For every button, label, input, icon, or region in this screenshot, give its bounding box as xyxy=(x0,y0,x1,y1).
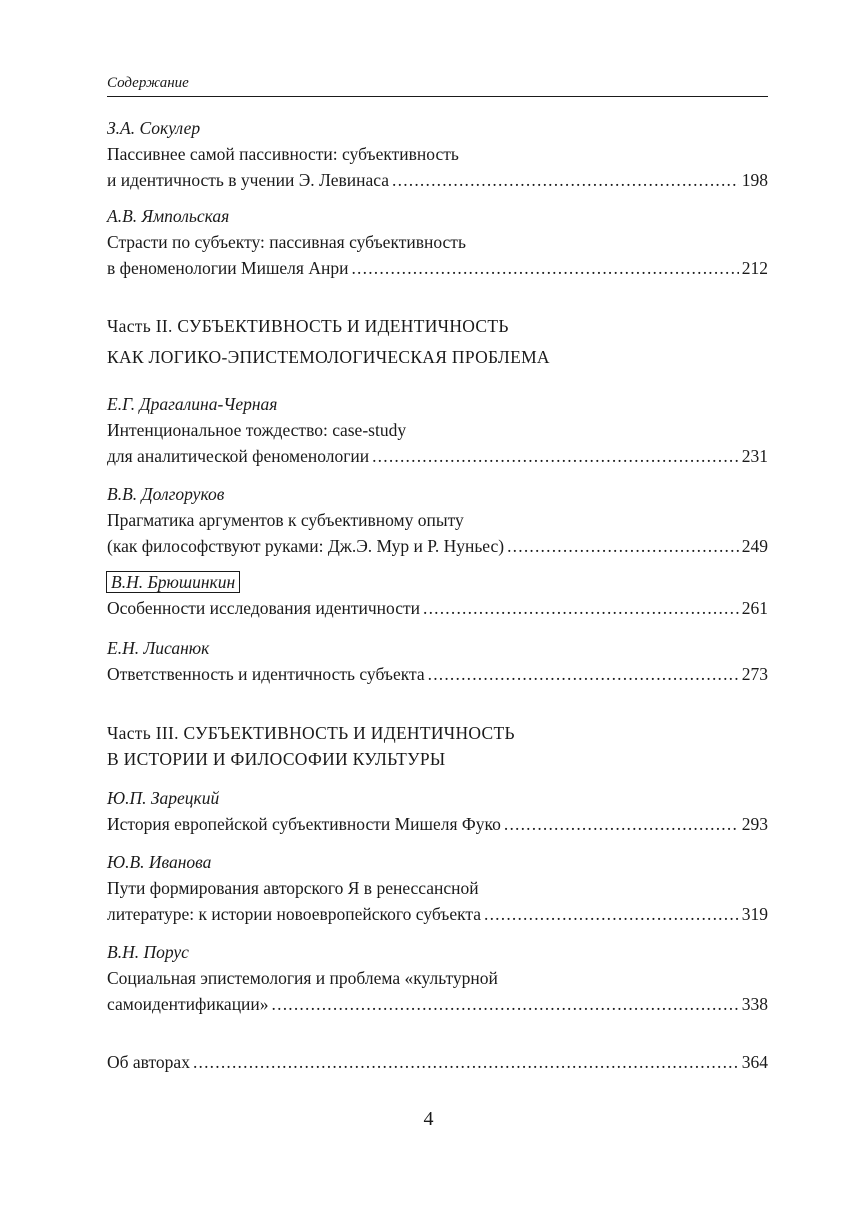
entry-author xyxy=(107,569,768,595)
entry-page-number: 293 xyxy=(741,814,768,834)
entry-page-number: 198 xyxy=(741,170,768,190)
toc-entry-zaretsky[interactable] xyxy=(107,785,768,837)
entry-page-number: 231 xyxy=(741,446,768,466)
dot-leader xyxy=(392,167,739,193)
entry-title-last-line xyxy=(107,255,768,281)
entry-page-number: 261 xyxy=(741,598,768,618)
entry-title-last-line xyxy=(107,661,768,687)
entry-title-line: Прагматика аргументов к субъективному опыту xyxy=(107,510,464,530)
toc-entry-about-authors[interactable] xyxy=(107,1049,768,1075)
entry-title-line: Пути формирования авторского Я в ренессансной xyxy=(107,878,479,898)
dot-leader xyxy=(193,1049,739,1075)
dot-leader xyxy=(507,533,739,559)
dot-leader xyxy=(351,255,738,281)
entry-author: Ю.В. Иванова xyxy=(107,852,212,872)
part-heading-line: Часть III. СУБЪЕКТИВНОСТЬ И ИДЕНТИЧНОСТЬ xyxy=(107,723,515,743)
entry-title-last-line xyxy=(107,1049,768,1075)
entry-title-line: Страсти по субъекту: пассивная субъективность xyxy=(107,232,466,252)
part-heading-line: Часть II. СУБЪЕКТИВНОСТЬ И ИДЕНТИЧНОСТЬ xyxy=(107,316,509,336)
entry-title-end: Ответственность и идентичность субъекта xyxy=(107,664,425,684)
entry-author: В.В. Долгоруков xyxy=(107,484,225,504)
toc-entry-lisanyuk[interactable] xyxy=(107,635,768,687)
toc-entry-yampolskaya[interactable] xyxy=(107,203,768,281)
running-head: Содержание xyxy=(107,75,189,91)
toc-entry-dragalina[interactable] xyxy=(107,391,768,469)
part-3-heading xyxy=(107,720,768,772)
entry-author: Е.Н. Лисанюк xyxy=(107,638,210,658)
part-heading-line: В ИСТОРИИ И ФИЛОСОФИИ КУЛЬТУРЫ xyxy=(107,749,446,769)
header-rule xyxy=(107,96,768,97)
entry-title-end: (как философствуют руками: Дж.Э. Мур и Р. Нуньес) xyxy=(107,536,505,556)
entry-title-end: Об авторах xyxy=(107,1052,190,1072)
entry-title-last-line xyxy=(107,533,768,559)
entry-page-number: 338 xyxy=(741,994,768,1014)
entry-author: В.Н. Порус xyxy=(107,942,189,962)
highlighted-author[interactable]: В.Н. Брюшинкин xyxy=(106,571,240,593)
entry-author: Ю.П. Зарецкий xyxy=(107,788,220,808)
dot-leader xyxy=(428,661,739,687)
entry-title-end: литературе: к истории новоевропейского субъекта xyxy=(107,904,482,924)
entry-title-last-line xyxy=(107,443,768,469)
entry-author: А.В. Ямпольская xyxy=(107,206,230,226)
entry-title-end: самоидентификации» xyxy=(107,994,269,1014)
toc-entry-porus[interactable] xyxy=(107,939,768,1017)
part-2-heading xyxy=(107,313,768,370)
entry-title-end: Особенности исследования идентичности xyxy=(107,598,420,618)
entry-page-number: 212 xyxy=(741,258,768,278)
toc-entry-ivanova[interactable] xyxy=(107,849,768,927)
entry-title-last-line xyxy=(107,595,768,621)
toc-entry-bryushinkin[interactable] xyxy=(107,569,768,621)
toc-entry-dolgorukov[interactable] xyxy=(107,481,768,559)
entry-title-line: Социальная эпистемология и проблема «культурной xyxy=(107,968,498,988)
entry-page-number: 319 xyxy=(741,904,768,924)
entry-title-last-line xyxy=(107,901,768,927)
entry-author: Е.Г. Драгалина-Черная xyxy=(107,394,278,414)
page-number: 4 xyxy=(423,1108,434,1130)
entry-page-number: 273 xyxy=(741,664,768,684)
entry-title-end: в феноменологии Мишеля Анри xyxy=(107,258,349,278)
dot-leader xyxy=(272,991,739,1017)
dot-leader xyxy=(423,595,739,621)
entry-title-end: История европейской субъективности Мишеля Фуко xyxy=(107,814,501,834)
part-heading-line: КАК ЛОГИКО-ЭПИСТЕМОЛОГИЧЕСКАЯ ПРОБЛЕМА xyxy=(107,347,550,367)
entry-page-number: 364 xyxy=(741,1052,768,1072)
dot-leader xyxy=(484,901,739,927)
dot-leader xyxy=(372,443,739,469)
entry-page-number: 249 xyxy=(741,536,768,556)
entry-title-end: и идентичность в учении Э. Левинаса xyxy=(107,170,390,190)
toc-entry-sokuler[interactable] xyxy=(107,115,768,193)
dot-leader xyxy=(504,811,739,837)
entry-title-line: Пассивнее самой пассивности: субъективность xyxy=(107,144,459,164)
entry-title-last-line xyxy=(107,811,768,837)
entry-title-last-line xyxy=(107,167,768,193)
entry-author: З.А. Сокулер xyxy=(107,118,201,138)
entry-title-last-line xyxy=(107,991,768,1017)
entry-title-line: Интенциональное тождество: case-study xyxy=(107,420,407,440)
entry-title-end: для аналитической феноменологии xyxy=(107,446,370,466)
